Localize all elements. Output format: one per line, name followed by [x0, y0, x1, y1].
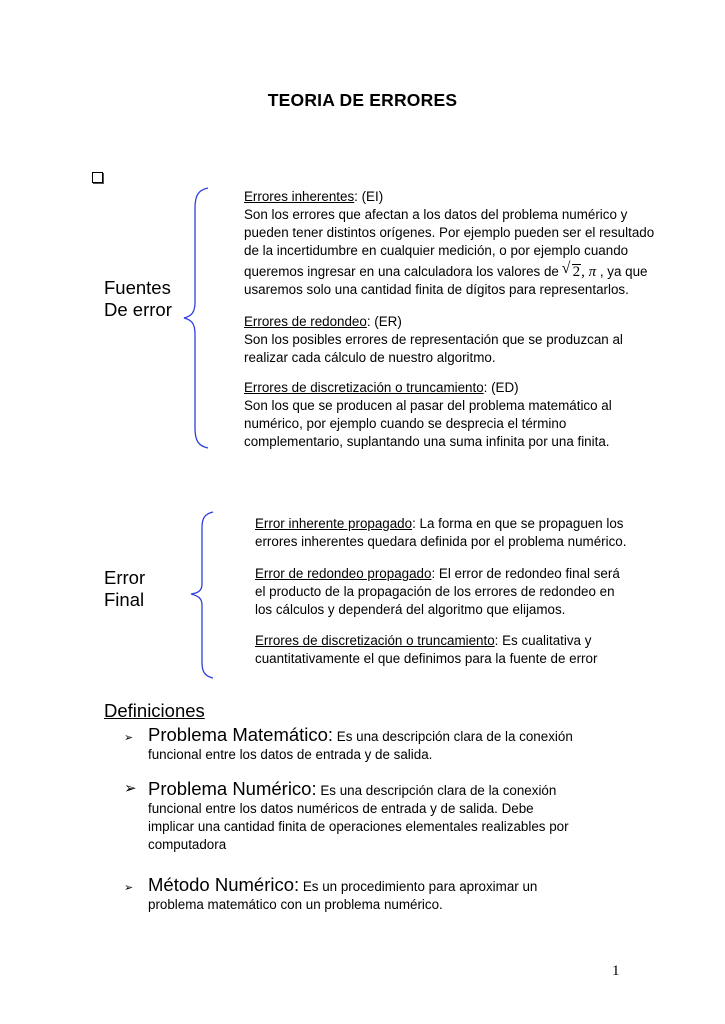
term-tag: : (EI) [354, 189, 384, 204]
item-text: : Es cualitativa y [494, 633, 592, 648]
term-tag: : (ED) [483, 380, 519, 395]
text-line: los cálculos y dependerá del algoritmo que elijamos. [255, 602, 566, 617]
math-line [244, 263, 654, 281]
source-item-truncation [244, 379, 612, 451]
math-line-prefix: queremos ingresar en una calculadora los valores de [244, 264, 563, 279]
page-number: 1 [612, 963, 620, 979]
definition-term: Método Numérico: [148, 874, 300, 895]
item-text: : El error de redondeo final será [431, 566, 620, 581]
term-errores-discretizacion-final: Errores de discretización o truncamiento [255, 633, 495, 648]
term-errores-redondeo: Errores de redondeo [244, 314, 367, 329]
text-line: problema matemático con un problema numérico. [148, 897, 443, 912]
math-line-suffix: , ya que [596, 264, 648, 279]
math-expression [563, 264, 597, 280]
text-line: complementario, suplantando una suma infinita por una finita. [244, 434, 610, 449]
left-brace-icon [180, 186, 212, 450]
arrow-bullet-icon: ➢ [124, 780, 137, 797]
sqrt-value: 2 [572, 264, 581, 280]
term-error-redondeo-propagado: Error de redondeo propagado [255, 566, 432, 581]
final-error-item-truncation [255, 632, 597, 668]
source-item-rounding [244, 313, 623, 367]
sqrt-symbol-icon [563, 263, 582, 281]
arrow-bullet-icon: ➢ [124, 732, 134, 744]
text-line: de la incertidumbre en cualquier medición, o por ejemplo cuando [244, 243, 629, 258]
term-errores-inherentes: Errores inherentes [244, 189, 355, 204]
term-tag: : (ER) [366, 314, 402, 329]
text-line: el producto de la propagación de los errores de redondeo en [255, 584, 615, 599]
definitions-heading: Definiciones [104, 700, 205, 721]
math-separator: , [581, 264, 589, 280]
text-line: Son los errores que afectan a los datos del problema numérico y [244, 207, 628, 222]
final-error-item-inherent [255, 515, 626, 551]
definition-text: Es un procedimiento para aproximar un [299, 879, 538, 894]
final-error-label-line1: Error [104, 567, 146, 588]
arrow-bullet-icon: ➢ [124, 882, 134, 894]
final-error-group-label [104, 567, 145, 611]
definition-text: Es una descripción clara de la conexión [316, 783, 557, 798]
definition-term: Problema Numérico: [148, 778, 317, 799]
text-line: numérico, por ejemplo cuando se desprecia el término [244, 416, 567, 431]
text-line: pueden tener distintos orígenes. Por ejemplo pueden ser el resultado [244, 225, 655, 240]
text-line: cuantitativamente el que definimos para la fuente de error [255, 651, 598, 666]
final-error-label-line2: Final [104, 589, 145, 610]
checkbox-square-icon [92, 172, 103, 183]
final-error-item-rounding [255, 565, 620, 619]
text-line: implicar una cantidad finita de operaciones elementales realizables por [148, 819, 569, 834]
sources-label-line2: De error [104, 299, 172, 320]
text-line: funcional entre los datos numéricos de entrada y de salida. Debe [148, 801, 534, 816]
text-line: Son los posibles errores de representación que se produzcan al [244, 332, 623, 347]
definition-text: Es una descripción clara de la conexión [333, 729, 573, 744]
pi-symbol: π [588, 264, 597, 280]
term-error-inherente-propagado: Error inherente propagado [255, 516, 413, 531]
sources-group-label [104, 277, 172, 321]
left-brace-icon [187, 510, 217, 680]
item-text: : La forma en que se propaguen los [412, 516, 624, 531]
sources-label-line1: Fuentes [104, 277, 171, 298]
term-errores-discretizacion: Errores de discretización o truncamiento [244, 380, 484, 395]
text-line: realizar cada cálculo de nuestro algoritmo. [244, 350, 496, 365]
text-line: errores inherentes quedara definida por el problema numérico. [255, 534, 627, 549]
text-line: computadora [148, 837, 227, 852]
source-item-inherent [244, 188, 654, 299]
document-title: TEORIA DE ERRORES [267, 90, 458, 110]
text-line: Son los que se producen al pasar del problema matemático al [244, 398, 612, 413]
text-line: funcional entre los datos de entrada y de salida. [148, 747, 433, 762]
definition-term: Problema Matemático: [148, 724, 334, 745]
text-line: usaremos solo una cantidad finita de dígitos para representarlos. [244, 282, 629, 297]
